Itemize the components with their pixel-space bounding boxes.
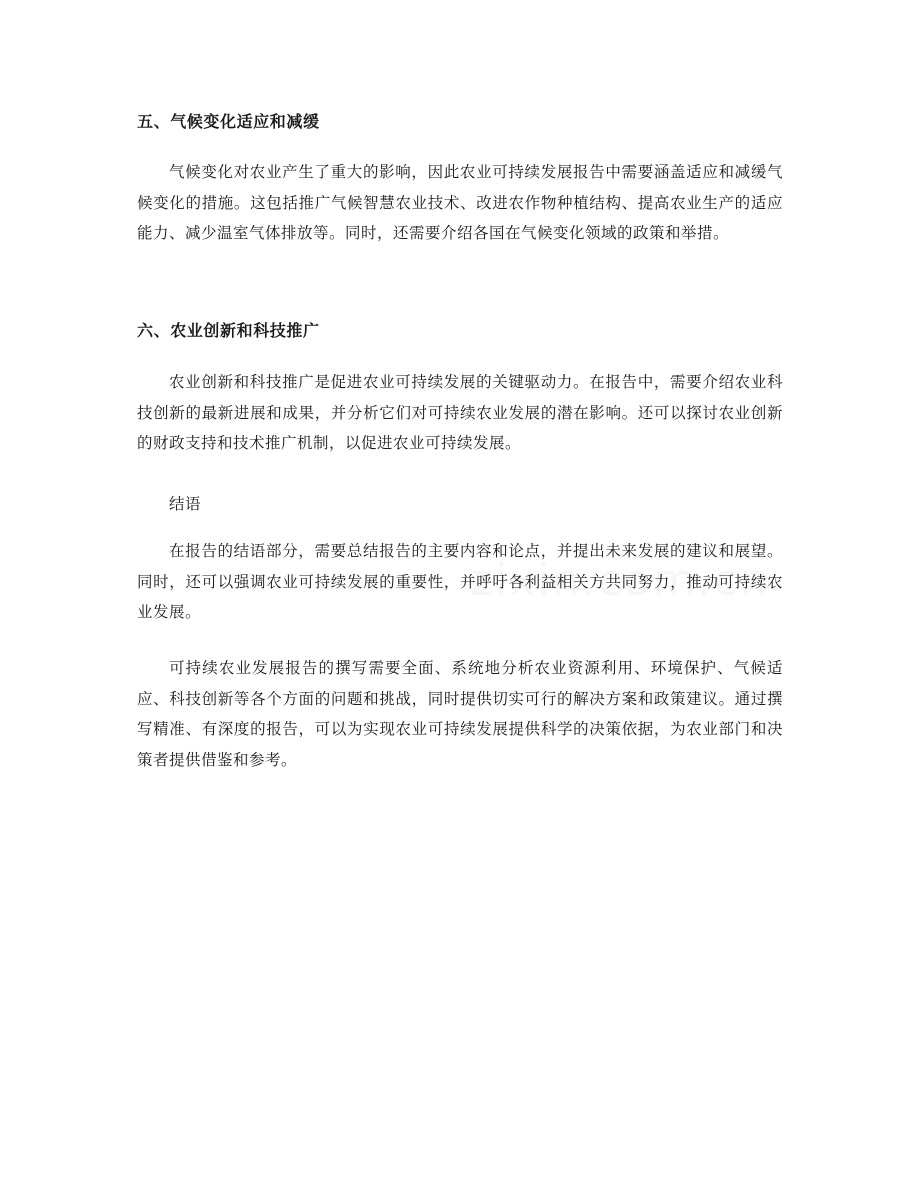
section-6-heading: 六、农业创新和科技推广 xyxy=(137,321,320,340)
conclusion-label: 结语 xyxy=(169,495,202,513)
section-6-paragraph: 农业创新和科技推广是促进农业可持续发展的关键驱动力。在报告中，需要介绍农业科技创新的最新进展和成果，并分析它们对可持续农业发展的潜在影响。还可以探讨农业创新的财政支持和技术推广机制，以促进农业可持续发展。 xyxy=(137,373,783,452)
section-5-heading: 五、气候变化适应和减缓 xyxy=(137,112,320,131)
conclusion-paragraph-1: 在报告的结语部分，需要总结报告的主要内容和论点，并提出未来发展的建议和展望。同时，还可以强调农业可持续发展的重要性，并呼吁各利益相关方共同努力，推动可持续农业发展。 xyxy=(137,542,783,621)
conclusion-paragraph-2: 可持续农业发展报告的撰写需要全面、系统地分析农业资源利用、环境保护、气候适应、科技创新等各个方面的问题和挑战，同时提供切实可行的解决方案和政策建议。通过撰写精准、有深度的报告，可以为实现农业可持续发展提供科学的决策依据，为农业部门和决策者提供借鉴和参考。 xyxy=(137,659,783,769)
section-5-paragraph: 气候变化对农业产生了重大的影响，因此农业可持续发展报告中需要涵盖适应和减缓气候变化的措施。这包括推广气候智慧农业技术、改进农作物种植结构、提高农业生产的适应能力、减少温室气体排放等。同时，还需要介绍各国在气候变化领域的政策和举措。 xyxy=(137,163,783,242)
